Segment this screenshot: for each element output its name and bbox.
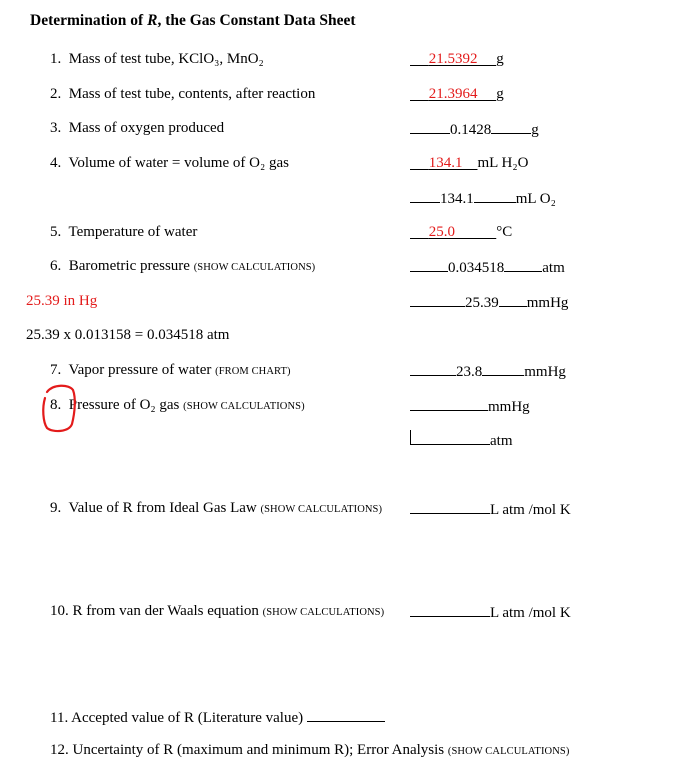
sheet-title: Determination of R, the Gas Constant Data Sheet [30, 12, 356, 29]
answer-6[interactable]: 0.034518 atm [410, 257, 565, 277]
item-11: 11. Accepted value of R (Literature value) [50, 707, 385, 727]
answer-8b[interactable]: atm [410, 430, 513, 450]
answer-7[interactable]: 23.8 mmHg [410, 361, 566, 381]
item-8: 8. Pressure of O₂ gas (SHOW CALCULATIONS) [50, 397, 305, 413]
item-10: 10. R from van der Waals equation (SHOW CALCULATIONS) [50, 603, 385, 619]
answer-8[interactable]: mmHg [410, 396, 530, 416]
item-12: 12. Uncertainty of R (maximum and minimum R); Error Analysis (SHOW CALCULATIONS) [50, 742, 570, 758]
answer-9[interactable]: L atm /mol K [410, 499, 571, 519]
answer-3[interactable]: 0.1428 g [410, 119, 539, 139]
item-6: 6. Barometric pressure (SHOW CALCULATIONS) [50, 258, 316, 274]
answer-2[interactable]: 21.3964 g [428, 86, 504, 102]
work-pressure-inhg: 25.39 in Hg [26, 293, 98, 309]
answer-1[interactable]: 21.5392 g [428, 51, 504, 67]
item-7: 7. Vapor pressure of water (FROM CHART) [50, 362, 291, 378]
answer-11-blank[interactable] [307, 707, 385, 722]
item-4: 4. Volume of water = volume of O₂ gas [50, 155, 289, 171]
item-2: 2. Mass of test tube, contents, after reaction [50, 86, 316, 102]
item-1: 1. Mass of test tube, KClO₃, MnO₂ [50, 51, 264, 67]
answer-6-mmhg[interactable]: 25.39 mmHg [410, 292, 568, 312]
item-5: 5. Temperature of water [50, 224, 198, 240]
answer-4b[interactable]: 134.1 mL O₂ [410, 188, 556, 208]
item-9: 9. Value of R from Ideal Gas Law (SHOW CALCULATIONS) [50, 500, 383, 516]
answer-10[interactable]: L atm /mol K [410, 602, 571, 622]
work-conversion: 25.39 x 0.013158 = 0.034518 atm [26, 327, 230, 343]
answer-4[interactable]: 134.1 mL H₂O [428, 155, 529, 171]
item-3: 3. Mass of oxygen produced [50, 120, 225, 136]
answer-5[interactable]: 25.0 °C [428, 224, 513, 240]
